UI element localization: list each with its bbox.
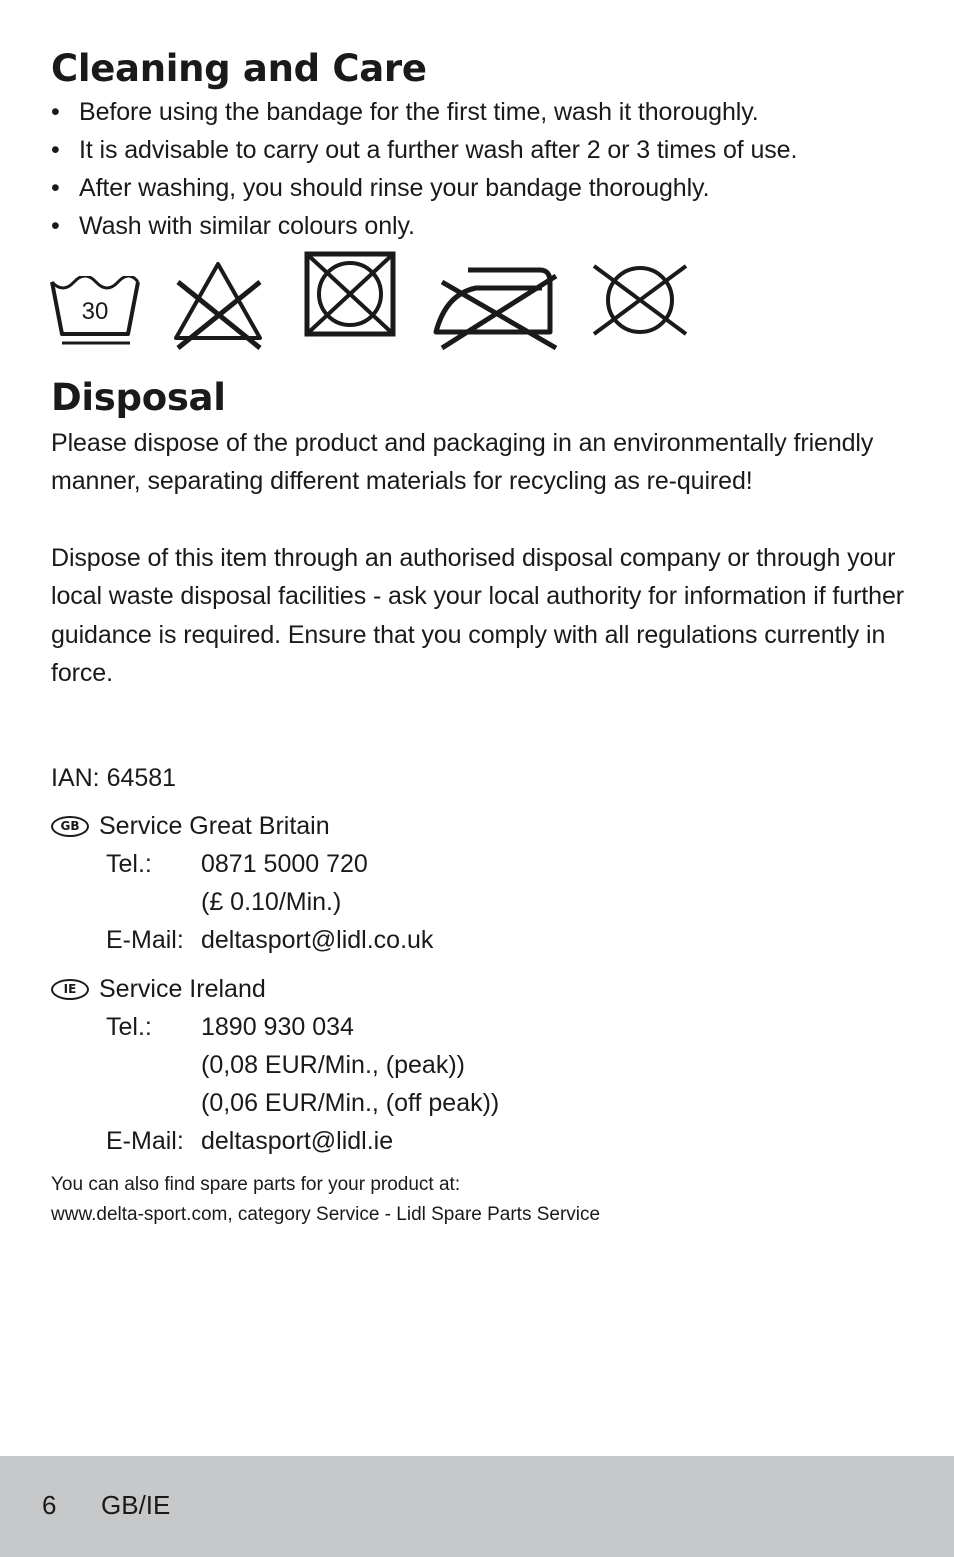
- list-item: • After washing, you should rinse your bandage thoroughly.: [51, 169, 797, 207]
- email-address: deltasport@lidl.co.uk: [201, 926, 434, 954]
- service-heading: [51, 807, 330, 845]
- do-not-tumble-dry-icon: [303, 250, 399, 340]
- locale-label: GB/IE: [101, 1490, 171, 1520]
- section-title-disposal: Disposal: [51, 376, 226, 419]
- spare-parts-line-1: You can also find spare parts for your product at:: [51, 1174, 461, 1195]
- email-row: [51, 921, 434, 959]
- list-item: • Wash with similar colours only.: [51, 207, 797, 245]
- list-item: • Before using the bandage for the first time, wash it thoroughly.: [51, 93, 797, 131]
- tel-label: Tel.:: [106, 850, 152, 878]
- service-title: Service Ireland: [99, 975, 266, 1003]
- wash-temperature: 30: [81, 298, 109, 325]
- do-not-bleach-icon: [172, 260, 266, 352]
- do-not-dry-clean-icon: [590, 262, 690, 338]
- spare-parts-note: [51, 1170, 600, 1230]
- bullet: •: [51, 212, 60, 240]
- bullet: •: [51, 174, 60, 202]
- service-ireland: [51, 970, 500, 1160]
- list-item: • It is advisable to carry out a further wash after 2 or 3 times of use.: [51, 131, 797, 169]
- gb-country-badge-icon: GB: [51, 816, 89, 837]
- service-great-britain: [51, 807, 434, 959]
- ie-country-badge-icon: IE: [51, 979, 89, 1000]
- tel-label: Tel.:: [106, 1013, 152, 1041]
- bullet: •: [51, 136, 60, 164]
- tel-row: [51, 845, 368, 883]
- tel-row: [51, 1008, 354, 1046]
- service-heading: [51, 970, 266, 1008]
- care-instructions-list: [51, 93, 797, 245]
- email-address: deltasport@lidl.ie: [201, 1127, 394, 1155]
- care-symbols: [48, 250, 698, 355]
- tel-note-row: [51, 1084, 500, 1122]
- tel-rate-peak: (0,08 EUR/Min., (peak)): [201, 1051, 465, 1079]
- disposal-paragraph-2: Dispose of this item through an authorised disposal company or through your local waste disposal facilities - ask your local authority for information if further guidance is required. Ensure that you comply with all regulations currently in force.: [51, 544, 904, 687]
- tel-rate: (£ 0.10/Min.): [201, 888, 342, 916]
- bullet: •: [51, 98, 60, 126]
- tel-rate-off-peak: (0,06 EUR/Min., (off peak)): [201, 1089, 500, 1117]
- section-title-cleaning-care: Cleaning and Care: [51, 47, 427, 90]
- do-not-iron-icon: [432, 262, 562, 352]
- email-label: E-Mail:: [106, 1127, 184, 1155]
- email-label: E-Mail:: [106, 926, 184, 954]
- page-footer: [0, 1456, 954, 1557]
- service-title: Service Great Britain: [99, 812, 330, 840]
- page-number: 6: [42, 1490, 57, 1520]
- spare-parts-line-2: www.delta-sport.com, category Service - Lidl Spare Parts Service: [51, 1204, 601, 1225]
- tel-number: 0871 5000 720: [201, 850, 368, 878]
- disposal-paragraph-1: Please dispose of the product and packaging in an environmentally friendly manner, separating different materials for recycling as re-quired!: [51, 429, 874, 496]
- tel-number: 1890 930 034: [201, 1013, 354, 1041]
- wash-30-icon: [48, 276, 144, 348]
- tel-note-row: [51, 883, 342, 921]
- tel-note-row: [51, 1046, 465, 1084]
- ian-number: IAN: 64581: [51, 764, 177, 792]
- email-row: [51, 1122, 394, 1160]
